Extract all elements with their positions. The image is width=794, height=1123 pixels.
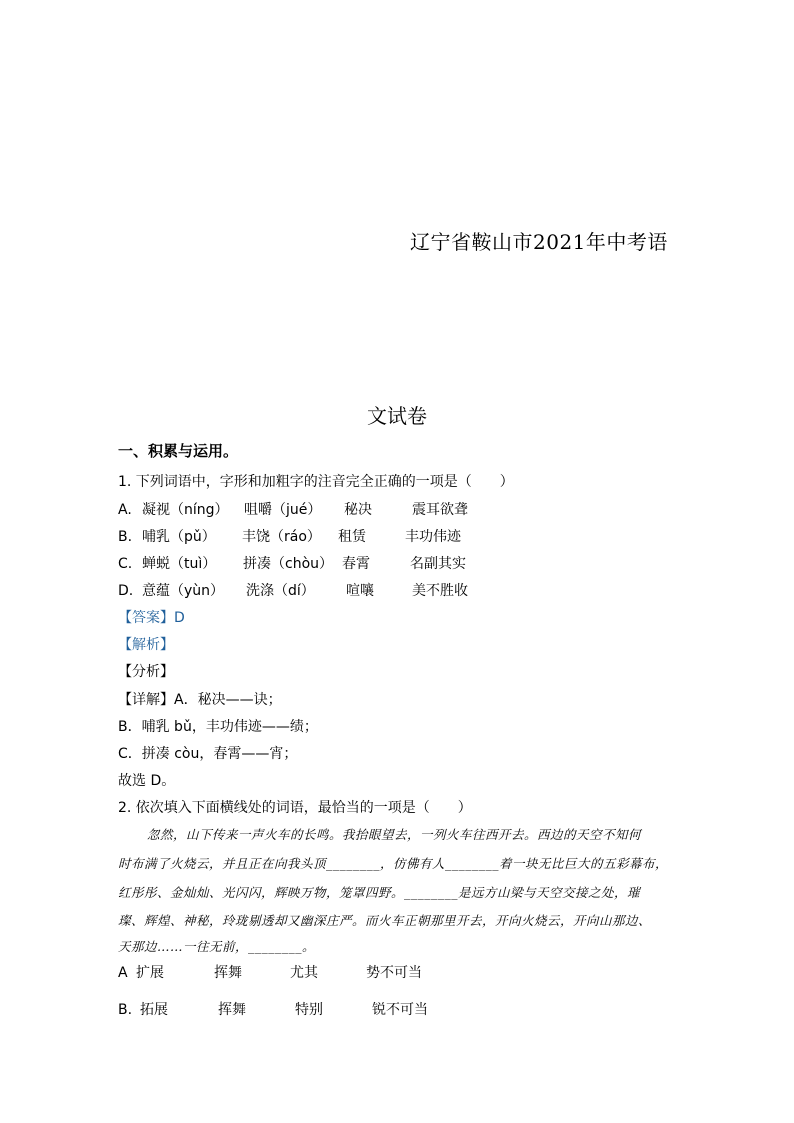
option-label: B. — [118, 529, 133, 545]
detail-label: 【详解】 — [118, 692, 174, 708]
option-word-4: 势不可当 — [366, 965, 422, 981]
option-word-2: 洗涤（dí） — [246, 583, 315, 599]
option-word-2: 挥舞 — [218, 1002, 246, 1018]
option-label: B. — [118, 1002, 133, 1018]
option-word-2: 挥舞 — [214, 965, 242, 981]
q1-option-a — [118, 499, 468, 519]
answer-label: 【答案】D — [118, 610, 185, 626]
analysis-label: 【解析】 — [118, 637, 174, 653]
option-word-4: 名副其实 — [410, 556, 466, 572]
q2-option-b — [118, 999, 428, 1019]
title-line-1: 辽宁省鞍山市2021年中考语 — [410, 230, 668, 254]
option-word-3: 喧嚷 — [346, 583, 374, 599]
option-word-4: 丰功伟迹 — [405, 529, 461, 545]
option-word-1: 哺乳（pǔ） — [142, 529, 216, 545]
passage-line: 红彤彤、金灿灿、光闪闪，辉映万物，笼罩四野。________是远方山梁与天空交接之处，璀 — [118, 885, 641, 900]
question-2-stem: 2. 依次填入下面横线处的词语，最恰当的一项是（ ） — [118, 800, 472, 816]
q1-option-b — [118, 526, 461, 546]
conclusion: 故选 D。 — [118, 773, 176, 789]
q1-option-c — [118, 553, 466, 573]
option-word-1: 凝视（níng） — [142, 502, 229, 518]
option-label: A — [118, 965, 128, 981]
passage-line: 时布满了火烧云，并且正在向我头顶________，仿佛有人________着一块无比巨大的五彩幕布， — [118, 856, 669, 871]
option-word-1: 蝉蜕（tuì） — [142, 556, 217, 572]
option-word-1: 拓展 — [140, 1002, 168, 1018]
option-label: D. — [118, 583, 134, 599]
detail-text: A．秘决——诀； — [174, 692, 282, 708]
title-line-2: 文试卷 — [367, 404, 427, 428]
detail-line-b: B．哺乳 bǔ，丰功伟迹——绩； — [118, 719, 318, 735]
question-1-stem: 1. 下列词语中，字形和加粗字的注音完全正确的一项是（ ） — [118, 474, 514, 490]
section-heading: 一、积累与运用。 — [118, 442, 239, 460]
fenxi-label: 【分析】 — [118, 664, 174, 680]
option-word-1: 意蕴（yùn） — [142, 583, 225, 599]
q1-option-d — [118, 580, 468, 600]
option-label: C. — [118, 556, 133, 572]
option-word-3: 秘决 — [344, 502, 372, 518]
passage-line: 璨、辉煌、神秘，玲珑剔透却又幽深庄严。而火车正朝那里开去，开向火烧云，开向山那边、 — [118, 913, 652, 928]
option-word-4: 震耳欲聋 — [412, 502, 468, 518]
option-word-2: 丰饶（ráo） — [242, 529, 321, 545]
option-word-1: 扩展 — [136, 965, 164, 981]
option-word-2: 咀嚼（jué） — [244, 502, 322, 518]
option-word-3: 尤其 — [290, 965, 318, 981]
option-word-3: 春霄 — [342, 556, 370, 572]
option-word-4: 锐不可当 — [372, 1002, 428, 1018]
option-label: A. — [118, 502, 132, 518]
detail-line — [118, 689, 282, 709]
option-word-3: 特别 — [295, 1002, 323, 1018]
detail-line-c: C．拼凑 còu，春霄——宵； — [118, 746, 298, 762]
option-word-4: 美不胜收 — [412, 583, 468, 599]
q2-option-a — [118, 962, 422, 982]
passage-line: 天那边……一往无前，________。 — [118, 939, 316, 954]
option-word-2: 拼凑（chòu） — [243, 556, 334, 572]
passage-line: 忽然，山下传来一声火车的长鸣。我抬眼望去，一列火车往西开去。西边的天空不知何 — [147, 827, 642, 842]
option-word-3: 租赁 — [338, 529, 366, 545]
